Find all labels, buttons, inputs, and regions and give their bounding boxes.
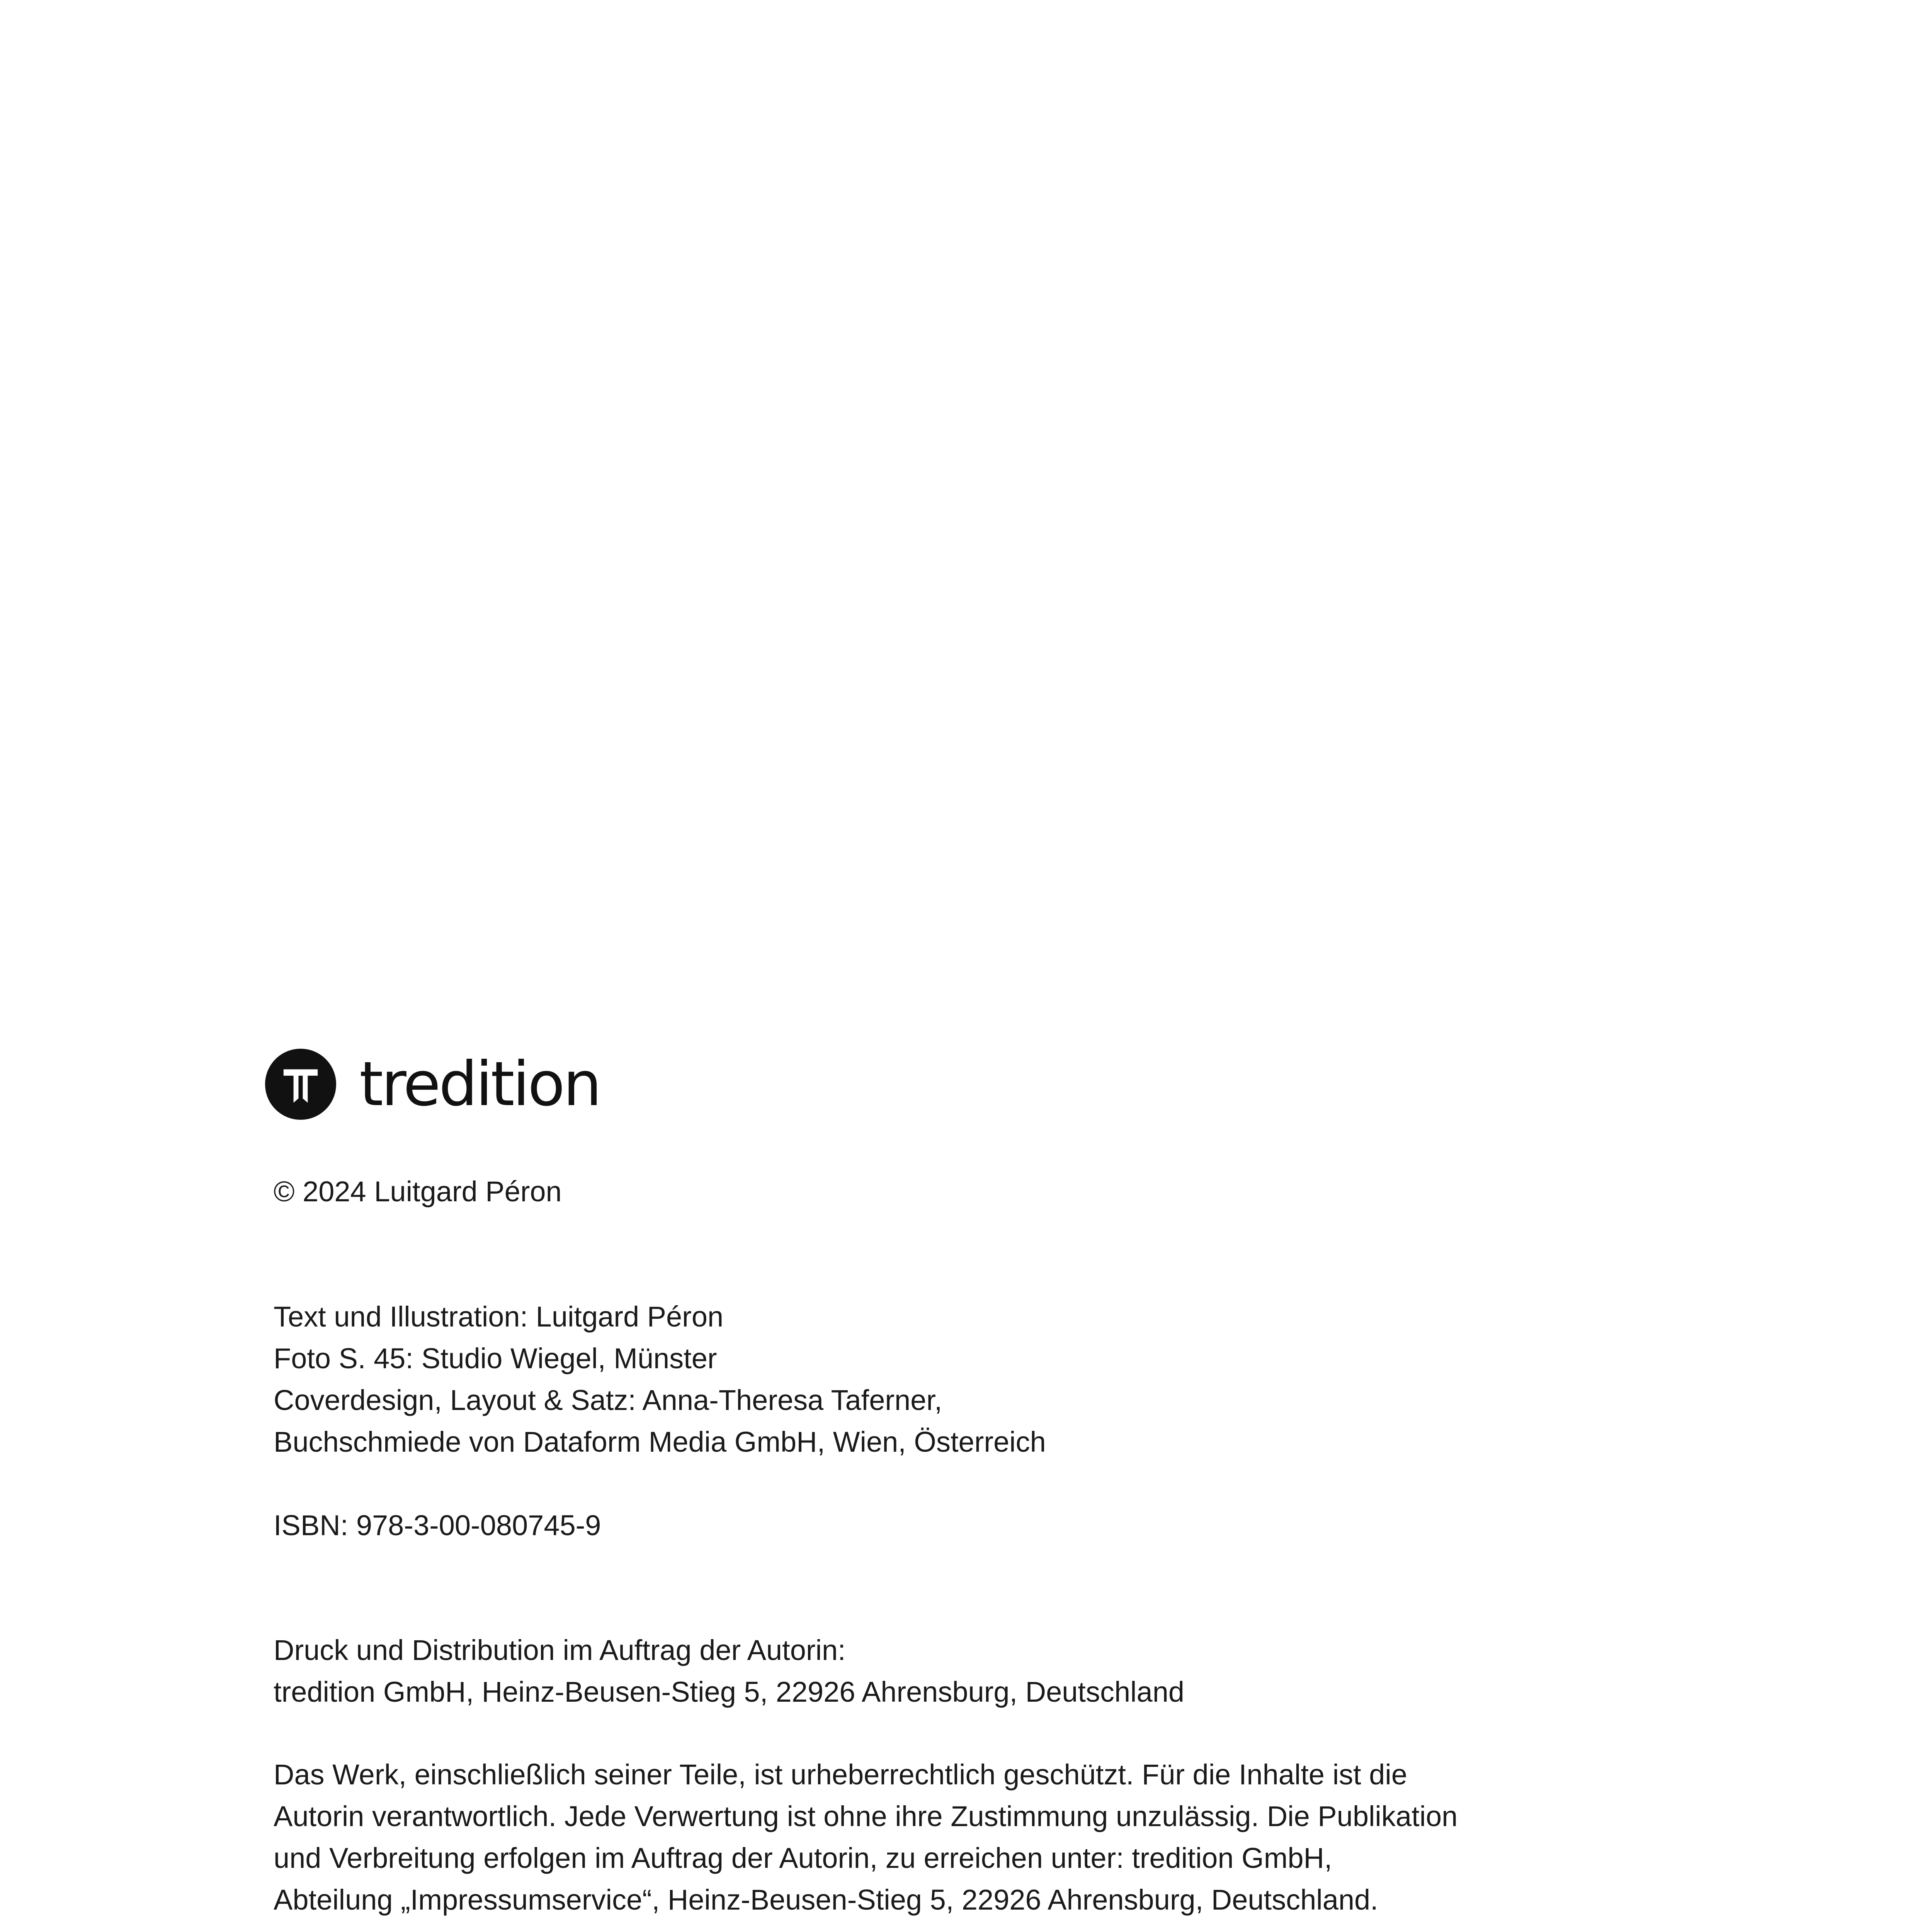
isbn: ISBN: 978-3-00-080745-9 [274, 1509, 601, 1541]
credit-line: Foto S. 45: Studio Wiegel, Münster [274, 1342, 717, 1374]
logo-wordmark: tredition [359, 1049, 600, 1120]
copyright-notice: © 2024 Luitgard Péron [274, 1175, 562, 1208]
credit-line: Buchschmiede von Dataform Media GmbH, Wien, Österreich [274, 1426, 1046, 1458]
publisher-logo [265, 1047, 600, 1121]
legal-line: Autorin verantwortlich. Jede Verwertung ist ohne ihre Zustimmung unzulässig. Die Publikation [274, 1800, 1458, 1832]
tredition-logo-icon [265, 1049, 336, 1120]
credit-line: Text und Illustration: Luitgard Péron [274, 1301, 724, 1333]
distribution-section [274, 1629, 1184, 1713]
legal-line: Abteilung „Impressumservice“, Heinz-Beusen-Stieg 5, 22926 Ahrensburg, Deutschland. [274, 1884, 1378, 1916]
credits-section [274, 1296, 1046, 1463]
distribution-line: tredition GmbH, Heinz-Beusen-Stieg 5, 22926 Ahrensburg, Deutschland [274, 1676, 1185, 1708]
legal-line: Das Werk, einschließlich seiner Teile, ist urheberrechtlich geschützt. Für die Inhalte ist die [274, 1759, 1407, 1791]
legal-line: und Verbreitung erfolgen im Auftrag der Autorin, zu erreichen unter: tredition GmbH, [274, 1842, 1332, 1874]
credit-line: Coverdesign, Layout & Satz: Anna-Theresa Taferner, [274, 1384, 942, 1416]
legal-notice [274, 1754, 1458, 1921]
distribution-line: Druck und Distribution im Auftrag der Autorin: [274, 1634, 846, 1666]
